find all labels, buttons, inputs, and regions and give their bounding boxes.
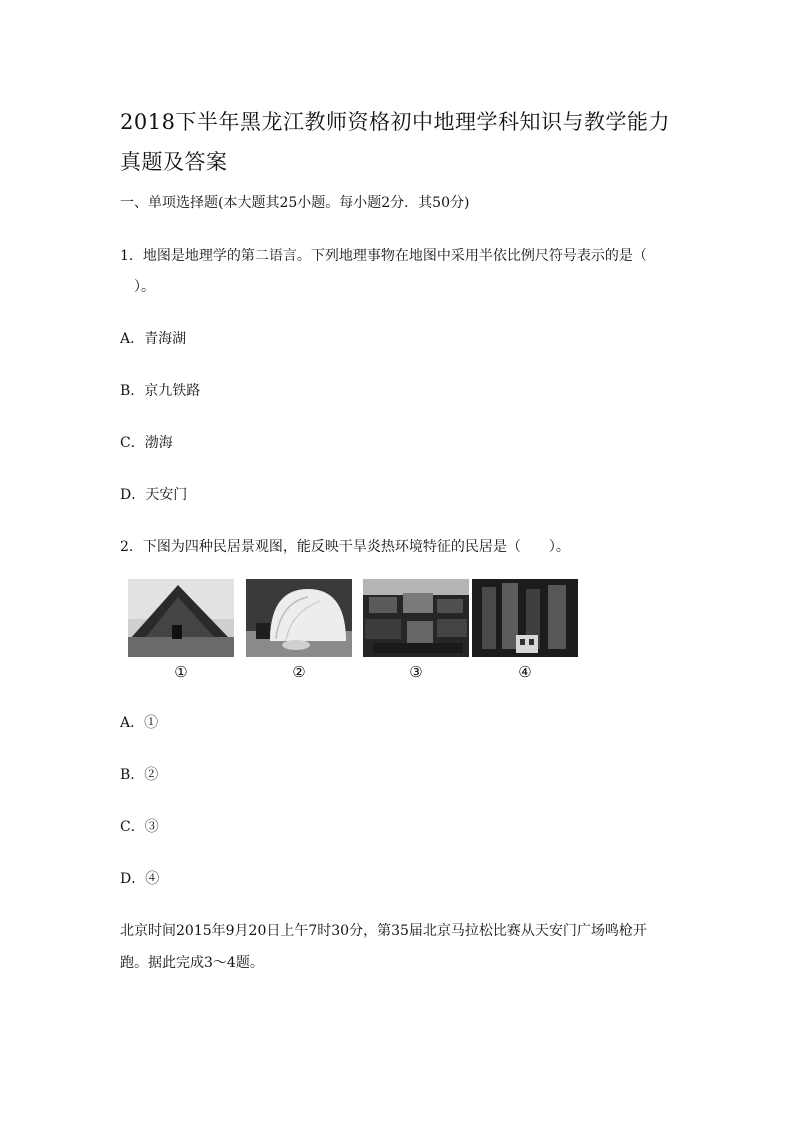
q1-option-a: A．青海湖: [120, 331, 187, 347]
dwelling-photo-3: [363, 579, 469, 657]
dwelling-figure: [128, 579, 573, 679]
q2-stem: 2．下图为四种民居景观图，能反映干旱炎热环境特征的民居是（ ）。: [120, 539, 570, 555]
passage-line-1: 北京时间2015年9月20日上午7时30分，第35届北京马拉松比赛从天安门广场鸣枪开: [120, 923, 647, 939]
title-line-1: 2018下半年黑龙江教师资格初中地理学科知识与教学能力: [120, 110, 670, 134]
q2-option-a: A．①: [120, 715, 159, 731]
figure-label-4: ④: [518, 663, 532, 681]
dwelling-photo-4: [472, 579, 578, 657]
q1-stem-line-1: 1．地图是地理学的第二语言。下列地理事物在地图中采用半依比例尺符号表示的是（: [120, 248, 647, 264]
q2-option-b: B．②: [120, 767, 159, 783]
q2-option-d: D．④: [120, 871, 160, 887]
dwelling-photo-1: [128, 579, 234, 657]
q1-option-c: C．渤海: [120, 435, 173, 451]
figure-label-2: ②: [292, 663, 306, 681]
title-line-2: 真题及答案: [120, 150, 228, 174]
q2-option-c: C．③: [120, 819, 159, 835]
document-title: [120, 102, 700, 182]
figure-label-1: ①: [174, 663, 188, 681]
section-heading: 一、单项选择题(本大题其25小题。每小题2分．其50分): [120, 195, 470, 211]
q1-stem-line-2: ）。: [134, 279, 155, 295]
dwelling-photo-2: [246, 579, 352, 657]
q1-option-d: D．天安门: [120, 487, 188, 503]
figure-label-3: ③: [409, 663, 423, 681]
passage-line-2: 跑。据此完成3～4题。: [120, 955, 264, 971]
q1-option-b: B．京九铁路: [120, 383, 201, 399]
